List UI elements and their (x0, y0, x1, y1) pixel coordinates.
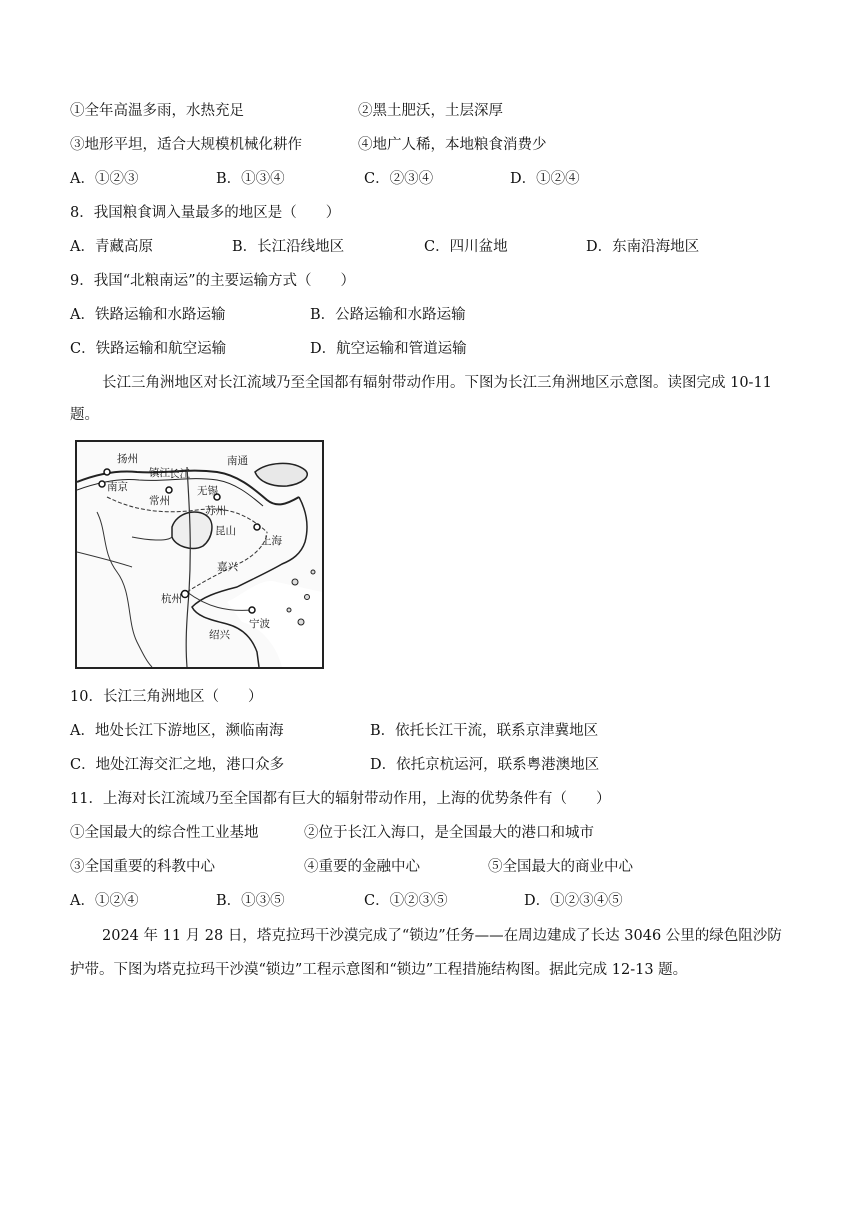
q7-choice-a: A．①②③ (70, 171, 139, 187)
q7-choice-c: C．②③④ (364, 171, 434, 187)
q8-choice-b: B．长江沿线地区 (232, 239, 345, 255)
q11-statement-5: ⑤全国最大的商业中心 (488, 859, 633, 875)
q11-choice-a: A．①②④ (70, 893, 139, 909)
q11-statement-1: ①全国最大的综合性工业基地 (70, 825, 259, 841)
q8-choice-a: A．青藏高原 (70, 239, 153, 255)
map-label-shanghai: 上海 (261, 535, 282, 547)
map-label-suzhou: 苏州 (205, 505, 226, 517)
map-label-ningbo: 宁波 (249, 618, 270, 630)
map-label-nantong: 南通 (227, 455, 248, 467)
q10-stem: 10．长江三角洲地区（ ） (70, 689, 263, 705)
q9-choice-c: C．铁路运输和航空运输 (70, 341, 227, 357)
q11-stem: 11．上海对长江流域乃至全国都有巨大的辐射带动作用，上海的优势条件有（ ） (70, 791, 611, 807)
map-label-kunshan: 昆山 (215, 525, 236, 537)
q10-choice-b: B．依托长江干流，联系京津冀地区 (370, 723, 599, 739)
q11-statement-3: ③全国重要的科教中心 (70, 859, 215, 875)
q7-statement-1: ①全年高温多雨，水热充足 (70, 103, 244, 119)
q8-stem: 8．我国粮食调入量最多的地区是（ ） (70, 205, 341, 221)
q9-choice-b: B．公路运输和水路运输 (310, 307, 466, 323)
intro-12-13-line-2: 护带。下图为塔克拉玛干沙漠“锁边”工程示意图和“锁边”工程措施结构图。据此完成 12-13 题。 (70, 962, 688, 978)
q9-choice-a: A．铁路运输和水路运输 (70, 307, 226, 323)
q7-statement-4: ④地广人稀，本地粮食消费少 (358, 137, 547, 153)
map-label-changzhou: 常州 (149, 495, 170, 507)
map-label-zhenjiang: 镇江 (149, 467, 170, 479)
map-label-jiaxing: 嘉兴 (217, 561, 238, 573)
q9-choice-d: D．航空运输和管道运输 (310, 341, 467, 357)
q11-choice-c: C．①②③⑤ (364, 893, 448, 909)
q8-choice-d: D．东南沿海地区 (586, 239, 700, 255)
q10-choice-c: C．地处江海交汇之地，港口众多 (70, 757, 285, 773)
map-label-hangzhou: 杭州 (161, 593, 182, 605)
intro-10-11-line-2: 题。 (70, 407, 99, 423)
q11-statement-2: ②位于长江入海口，是全国最大的港口和城市 (304, 825, 594, 841)
map-label-shaoxing: 绍兴 (209, 629, 230, 641)
intro-12-13-line-1: 2024 年 11 月 28 日，塔克拉玛干沙漠完成了“锁边”任务——在周边建成了长达 3046 公里的绿色阻沙防 (102, 928, 782, 944)
q7-choice-b: B．①③④ (216, 171, 285, 187)
q8-choice-c: C．四川盆地 (424, 239, 508, 255)
q11-choice-d: D．①②③④⑤ (524, 893, 623, 909)
q10-choice-a: A．地处长江下游地区，濒临南海 (70, 723, 284, 739)
yangtze-delta-map (75, 440, 324, 669)
q7-statement-3: ③地形平坦，适合大规模机械化耕作 (70, 137, 302, 153)
map-label-wuxi: 无锡 (197, 485, 218, 497)
q11-statement-4: ④重要的金融中心 (304, 859, 420, 875)
intro-10-11-line-1: 长江三角洲地区对长江流域乃至全国都有辐射带动作用。下图为长江三角洲地区示意图。读图完成 10-11 (102, 375, 772, 391)
map-label-nanjing: 南京 (107, 481, 128, 493)
map-label-changjiang: 长江 (169, 468, 190, 480)
q11-choice-b: B．①③⑤ (216, 893, 285, 909)
q9-stem: 9．我国“北粮南运”的主要运输方式（ ） (70, 273, 356, 289)
q7-statement-2: ②黑土肥沃，土层深厚 (358, 103, 503, 119)
q7-choice-d: D．①②④ (510, 171, 580, 187)
q10-choice-d: D．依托京杭运河，联系粤港澳地区 (370, 757, 600, 773)
map-label-yangzhou: 扬州 (117, 453, 138, 465)
